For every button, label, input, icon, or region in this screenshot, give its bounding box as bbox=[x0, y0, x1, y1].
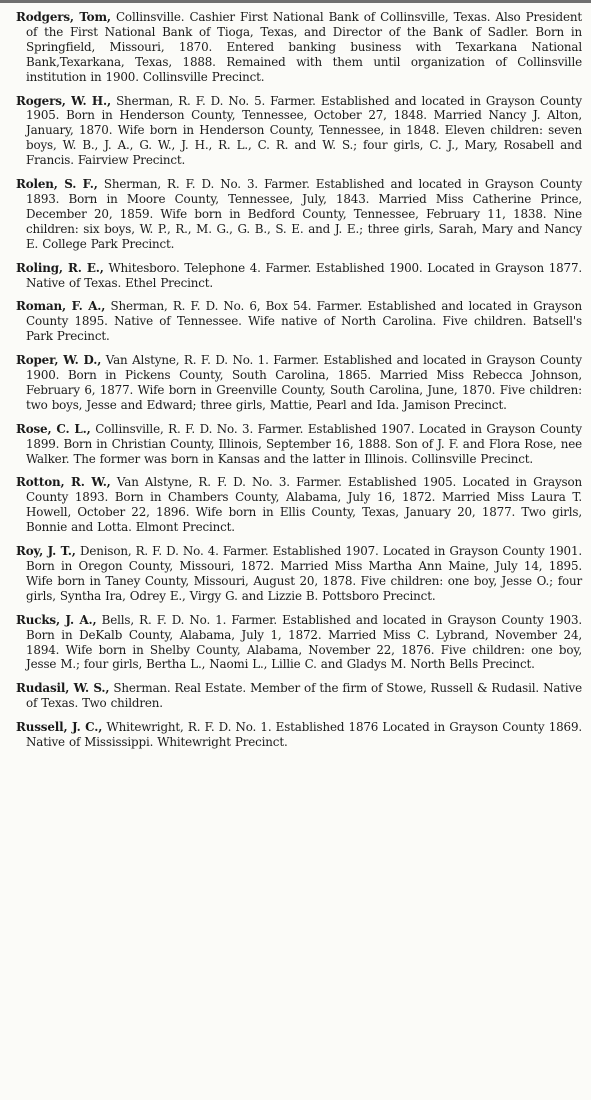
entry-text: Sherman, R. F. D. No. 6, Box 54. Farmer. Established and located in Grayson County 1895. Native of Tennessee. Wife native of North Carolina. Five children. Batsell's Park Precinct. bbox=[26, 299, 583, 344]
entry-name: Russell, J. C., bbox=[16, 720, 103, 735]
entry-text: Van Alstyne, R. F. D. No. 1. Farmer. Established and located in Grayson County 1900. Born in Pickens County, South Carolina, 1865. Married Miss Rebecca Johnson, February 6, 1877. Wife born in Greenville County, South Carolina, June, 1870. Five children: two boys, Jesse and Edward; three girls, Mattie, Pearl and Ida. Jamison Precinct. bbox=[26, 353, 583, 412]
entry-name: Roling, R. E., bbox=[16, 260, 104, 275]
directory-entry bbox=[16, 261, 582, 291]
directory-entry bbox=[16, 299, 582, 344]
directory-entry bbox=[16, 544, 582, 604]
entry-name: Rudasil, W. S., bbox=[16, 681, 110, 696]
entry-text: Bells, R. F. D. No. 1. Farmer. Established and located in Grayson County 1903. Born in DeKalb County, Alabama, July 1, 1872. Married Miss C. Lybrand, November 24, 1894. Wife born in Shelby County, Alabama, November 22, 1876. Five children: one boy, Jesse M.; four girls, Bertha L., Naomi L., Lillie C. and Gladys M. North Bells Precinct. bbox=[26, 612, 583, 672]
top-border-rule bbox=[0, 0, 591, 3]
directory-entry bbox=[16, 475, 582, 535]
entry-text: Van Alstyne, R. F. D. No. 3. Farmer. Established 1905. Located in Grayson County 1893. Born in Chambers County, Alabama, July 16, 1872. Married Miss Laura T. Howell, October 22, 1896. Wife born in Ellis County, Texas, January 20, 1877. Two girls, Bonnie and Lotta. Elmont Precinct. bbox=[26, 475, 583, 535]
directory-page bbox=[16, 10, 582, 759]
entry-text: Sherman, R. F. D. No. 3. Farmer. Established and located in Grayson County 1893. Born in Moore County, Tennessee, July, 1843. Married Miss Catherine Prince, December 20, 1859. Wife born in Bedford County, Tennessee, February 11, 1838. Nine children: six boys, W. P., R., M. G., G. B., S. E. and J. E.; three girls, Sarah, Mary and Nancy E. College Park Precinct. bbox=[26, 177, 583, 251]
directory-entry bbox=[16, 720, 582, 750]
directory-entry bbox=[16, 422, 582, 467]
entry-name: Rose, C. L., bbox=[16, 421, 91, 436]
directory-entry bbox=[16, 94, 582, 169]
entry-text: Sherman, R. F. D. No. 5. Farmer. Established and located in Grayson County 1905. Born in Henderson County, Tennessee, October 27, 1848. Married Nancy J. Alton, January, 1870. Wife born in Henderson County, Tennessee, in 1848. Eleven children: seven boys, W. B., J. A., G. W., J. H., R. L., C. R. and W. S.; four girls, C. J., Mary, Rosabell and Francis. Fairview Precinct. bbox=[26, 93, 582, 168]
directory-entry bbox=[16, 353, 582, 413]
directory-entry bbox=[16, 10, 582, 85]
entry-text: Whitesboro. Telephone 4. Farmer. Established 1900. Located in Grayson 1877. Native of Texas. Ethel Precinct. bbox=[26, 260, 582, 290]
entry-text: Sherman. Real Estate. Member of the firm of Stowe, Russell & Rudasil. Native of Texas. Two children. bbox=[26, 681, 582, 711]
entry-text: Collinsville, R. F. D. No. 3. Farmer. Established 1907. Located in Grayson County 1899. Born in Christian County, Illinois, September 16, 1888. Son of J. F. and Flora Rose, nee Walker. The former was born in Kansas and the latter in Illinois. Collinsville Precinct. bbox=[26, 421, 582, 466]
entry-text: Denison, R. F. D. No. 4. Farmer. Established 1907. Located in Grayson County 1901. Born in Oregon County, Missouri, 1872. Married Miss Martha Ann Maine, July 14, 1895. Wife born in Taney County, Missouri, August 20, 1878. Five children: one boy, Jesse O.; four girls, Syntha Ira, Odrey E., Virgy G. and Lizzie B. Pottsboro Precinct. bbox=[26, 544, 582, 603]
entry-name: Rodgers, Tom, bbox=[16, 10, 111, 24]
entry-name: Rolen, S. F., bbox=[16, 177, 98, 192]
entry-name: Rucks, J. A., bbox=[16, 612, 97, 627]
directory-entry bbox=[16, 681, 582, 711]
entry-text: Whitewright, R. F. D. No. 1. Established 1876 Located in Grayson County 1869. Native of Mississippi. Whitewright Precinct. bbox=[26, 720, 582, 750]
entry-name: Rogers, W. H., bbox=[16, 93, 111, 108]
entry-name: Roman, F. A., bbox=[16, 299, 106, 314]
entry-name: Roper, W. D., bbox=[16, 353, 102, 368]
directory-entry bbox=[16, 613, 582, 673]
entry-name: Roy, J. T., bbox=[16, 544, 76, 559]
directory-entry bbox=[16, 177, 582, 252]
entry-name: Rotton, R. W., bbox=[16, 475, 111, 490]
entry-text: Collinsville. Cashier First National Bank of Collinsville, Texas. Also President of the First National Bank of Tioga, Texas, and Director of the Bank of Sadler. Born in Springfield, Missouri, 1870. Entered banking business with Texarkana National Bank,Texarkana, Texas, 1888. Remained with them until organization of Collinsville institution in 1900. Collinsville Precinct. bbox=[26, 10, 583, 84]
